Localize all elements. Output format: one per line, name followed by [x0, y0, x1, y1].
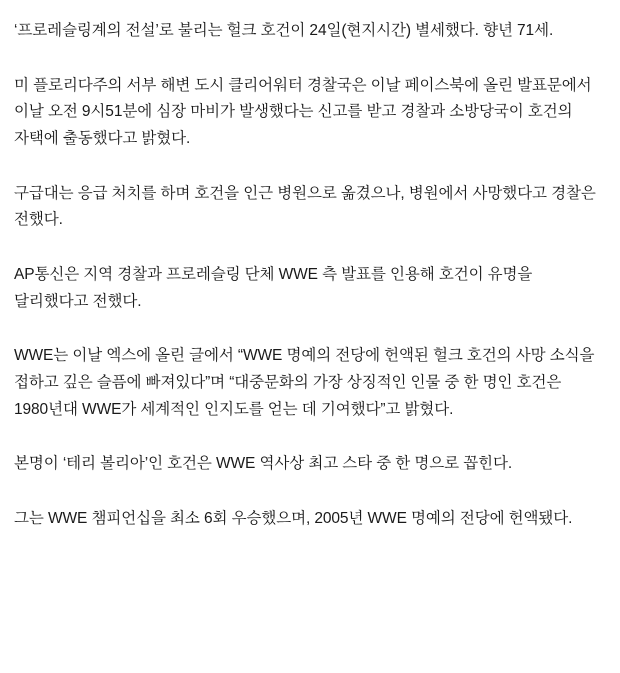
- article-paragraph: 본명이 ‘테리 볼리아’인 호건은 WWE 역사상 최고 스타 중 한 명으로 꼽힌다.: [14, 455, 513, 473]
- article-paragraph: 구급대는 응급 처치를 하며 호건을 인근 병원으로 옮겼으나, 병원에서 사망했다고 경찰은 전했다.: [14, 184, 600, 229]
- article-paragraph: 그는 WWE 챔피언십을 최소 6회 우승했으며, 2005년 WWE 명예의 전당에 헌액됐다.: [14, 509, 573, 527]
- article-paragraph: WWE는 이날 엑스에 올린 글에서 “WWE 명예의 전당에 헌액된 헐크 호건의 사망 소식을 접하고 깊은 슬픔에 빠져있다”며 “대중문화의 가장 상징적인 인물 중 한 명인 호건은 1980년대 WWE가 세계적인 인지도를 얻는 데 기여했다”고 밝혔다.: [14, 347, 599, 418]
- article-paragraph: ‘프로레슬링계의 전설’로 불리는 헐크 호건이 24일(현지시간) 별세했다. 향년 71세.: [14, 22, 554, 39]
- article-paragraph: 미 플로리다주의 서부 해변 도시 클리어워터 경찰국은 이날 페이스북에 올린 발표문에서 이날 오전 9시51분에 심장 마비가 발생했다는 신고를 받고 경찰과 소방당국이 호건의 자택에 출동했다고 밝혔다.: [14, 76, 596, 147]
- article-paragraph: AP통신은 지역 경찰과 프로레슬링 단체 WWE 측 발표를 인용해 호건이 유명을 달리했다고 전했다.: [14, 265, 537, 310]
